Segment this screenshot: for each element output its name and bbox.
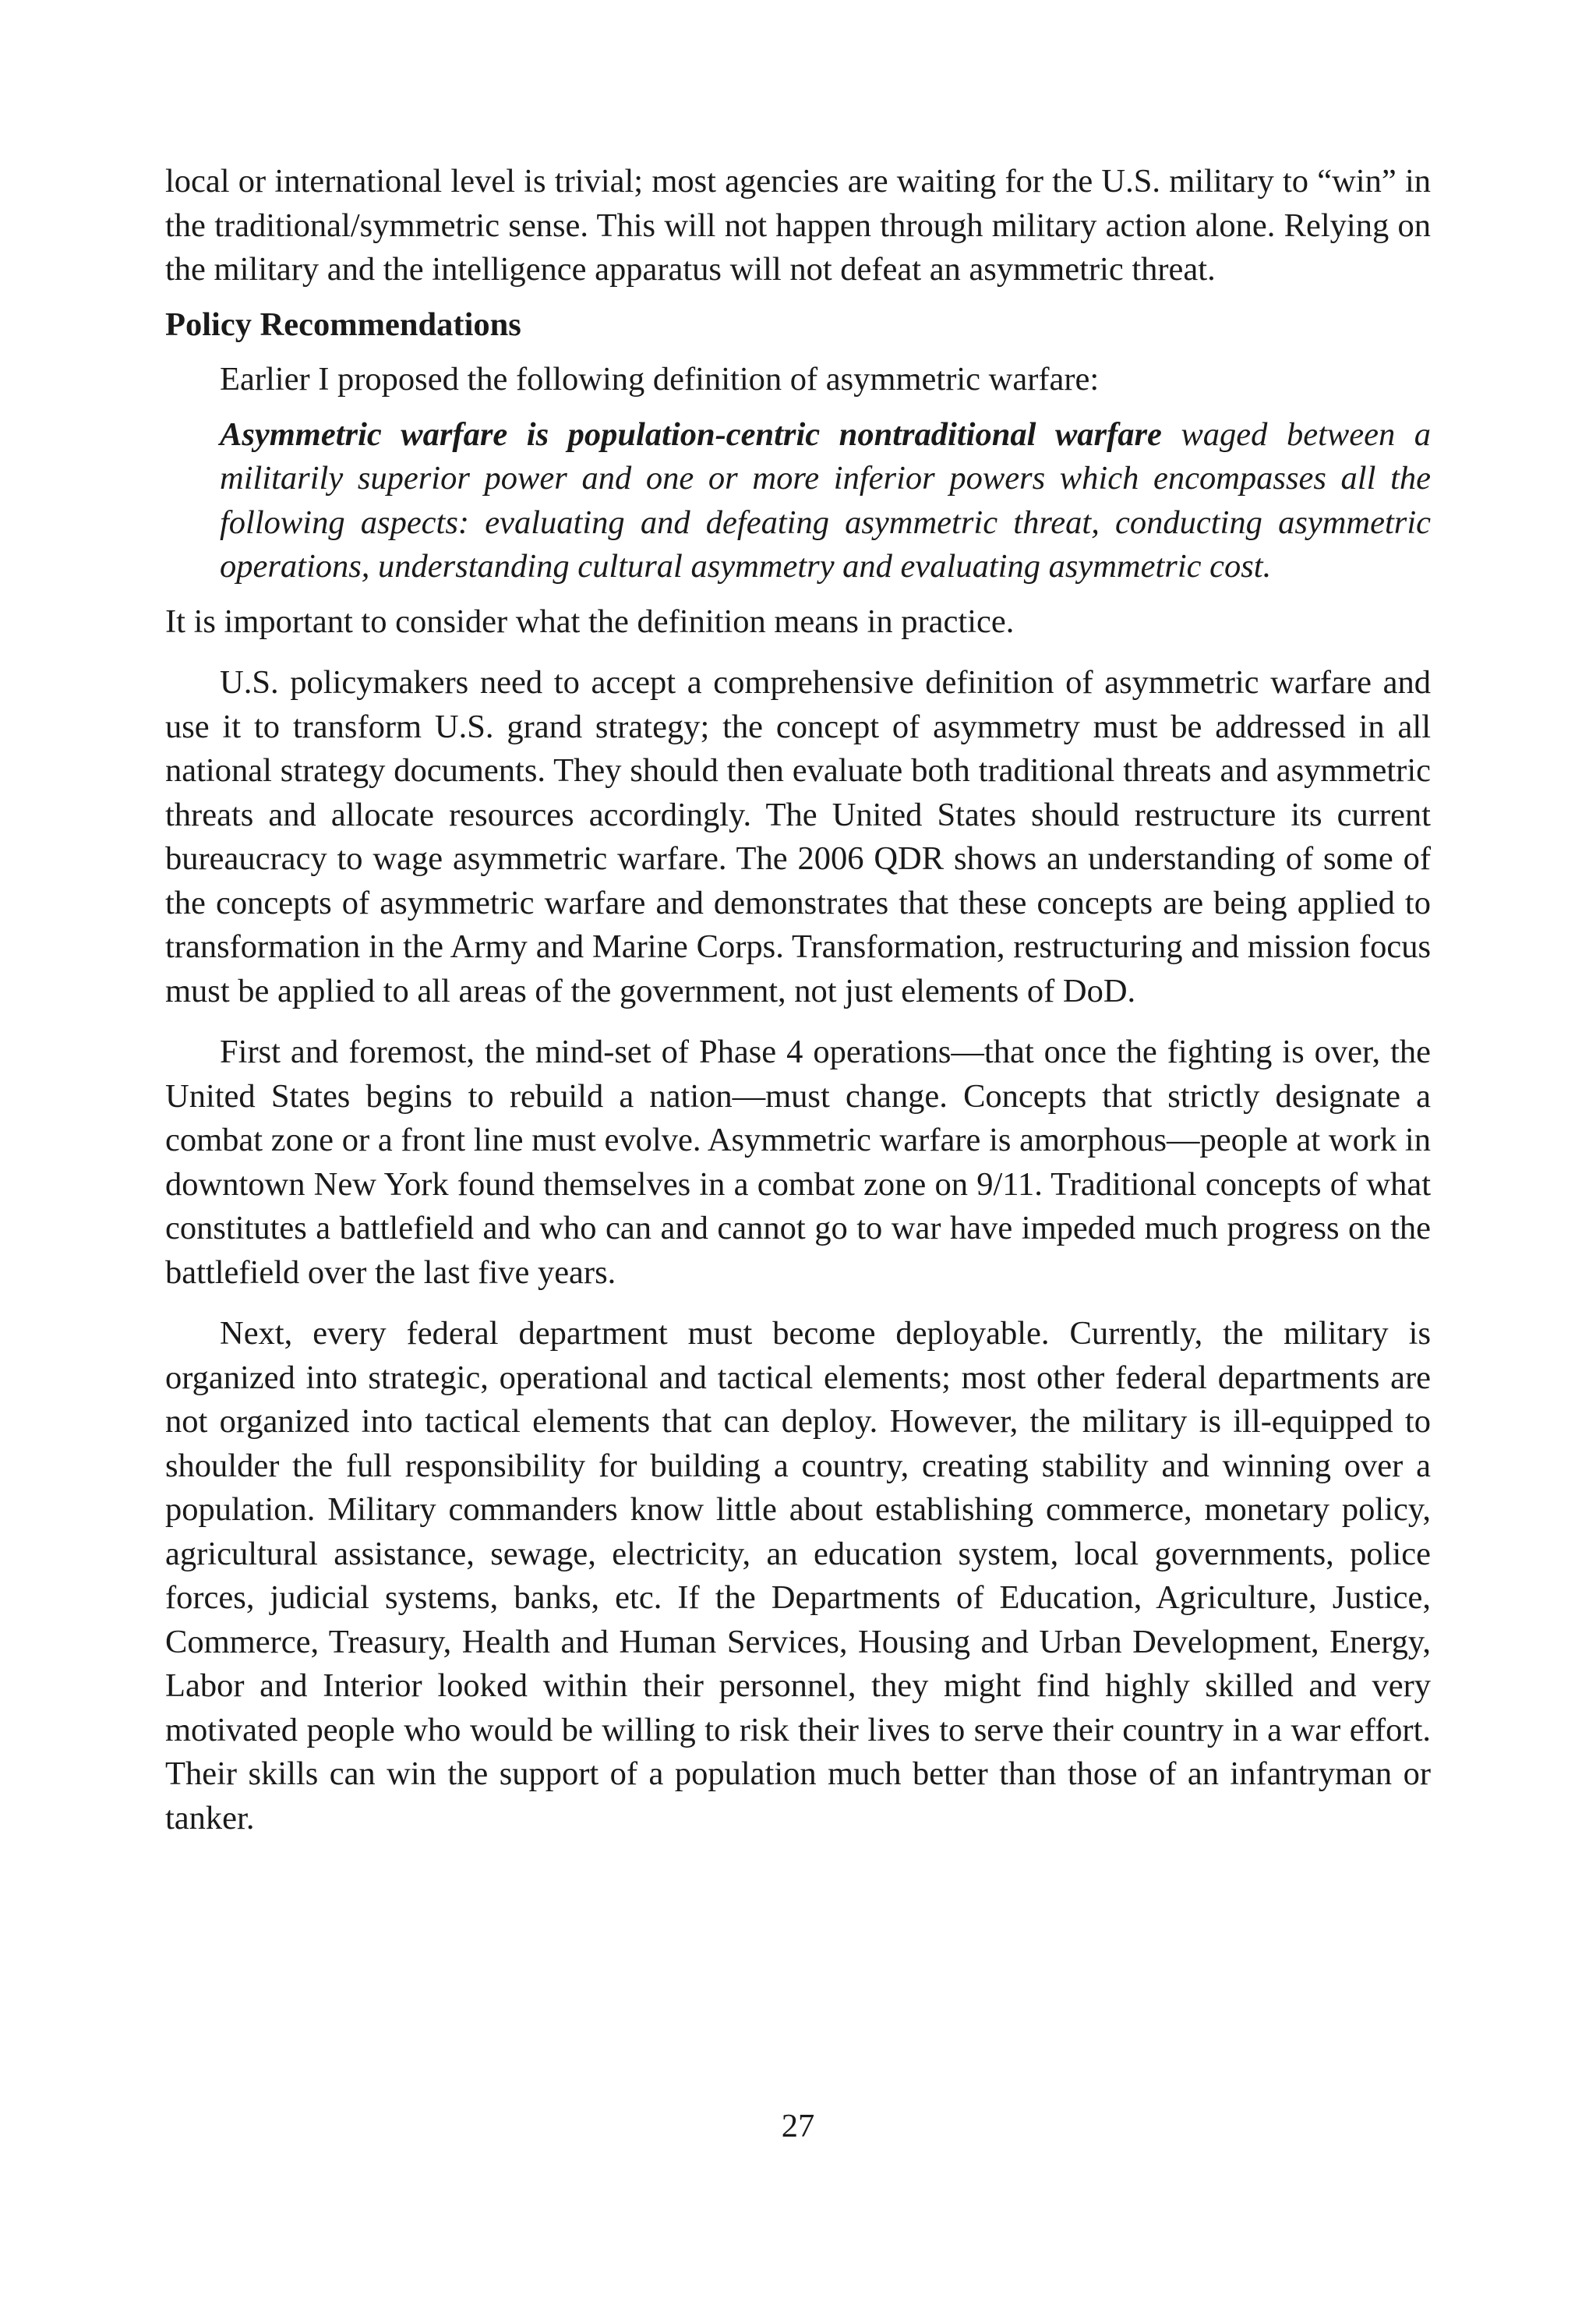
paragraph: First and foremost, the mind-set of Phase 4 operations—that once the fighting is over, the United States begins to rebuild a nation—must change. Concepts that strictly designate a combat zone or a front line must evolve. Asymmetric warfare is amorphous—people at work in downtown New York found themselves in a combat zone on 9/11. Traditional concepts of what constitutes a battlefield and who can and cannot go to war have impeded much progress on the battlefield over the last five years. — [165, 1034, 1431, 1291]
continuation-paragraph: local or international level is trivial; most agencies are waiting for the U.S. military to “win” in the traditional/symmetric sense. This will not happen through military action alone. Relying on the military and the intelligence apparatus will not defeat an asymmetric threat. — [165, 163, 1431, 288]
paragraph: U.S. policymakers need to accept a comprehensive definition of asymmetric warfare and use it to transform U.S. grand strategy; the concept of asymmetry must be addressed in all national strategy documents. They should then evaluate both traditional threats and asymmetric threats and allocate resources accordingly. The United States should restructure its current bureaucracy to wage asymmetric warfare. The 2006 QDR shows an understanding of some of the concepts of asymmetric warfare and demonstrates that these concepts are being applied to transformation in the Army and Marine Corps. Transformation, restructuring and mission focus must be applied to all areas of the government, not just elements of DoD. — [165, 664, 1431, 1009]
practice-sentence: It is important to consider what the definition means in practice. — [165, 603, 1015, 640]
page-number: 27 — [781, 2108, 815, 2144]
definition-lead: Asymmetric warfare is population-centric nontraditional warfare — [220, 415, 1162, 453]
intro-sentence: Earlier I proposed the following definition of asymmetric warfare: — [220, 361, 1100, 398]
paragraph: Next, every federal department must become deployable. Currently, the military is organized into strategic, operational and tactical elements; most other federal departments are not organized into tactical elements that can deploy. However, the military is ill-equipped to shoulder the full responsibility for building a country, creating stability and winning over a population. Military commanders know little about establishing commerce, monetary policy, agricultural assistance, sewage, electricity, an education system, local governments, police forces, judicial systems, banks, etc. If the Departments of Education, Agriculture, Justice, Commerce, Treasury, Health and Human Services, Housing and Urban Development, Energy, Labor and Interior looked within their personnel, they might find highly skilled and very motivated people who would be willing to risk their lives to serve their country in a war effort. Their skills can win the support of a population much better than those of an infantryman or tanker. — [165, 1315, 1431, 1837]
page-body — [165, 160, 1431, 1840]
definition-block — [220, 413, 1431, 589]
section-heading: Policy Recommendations — [165, 306, 521, 343]
definition-rest: waged between a militarily superior power and one or more inferior powers which encompasses all the following aspects: evaluating and defeating asymmetric threat, conducting asymmetric operations, understanding cultural asymmetry and evaluating asymmetric cost. — [220, 415, 1431, 585]
